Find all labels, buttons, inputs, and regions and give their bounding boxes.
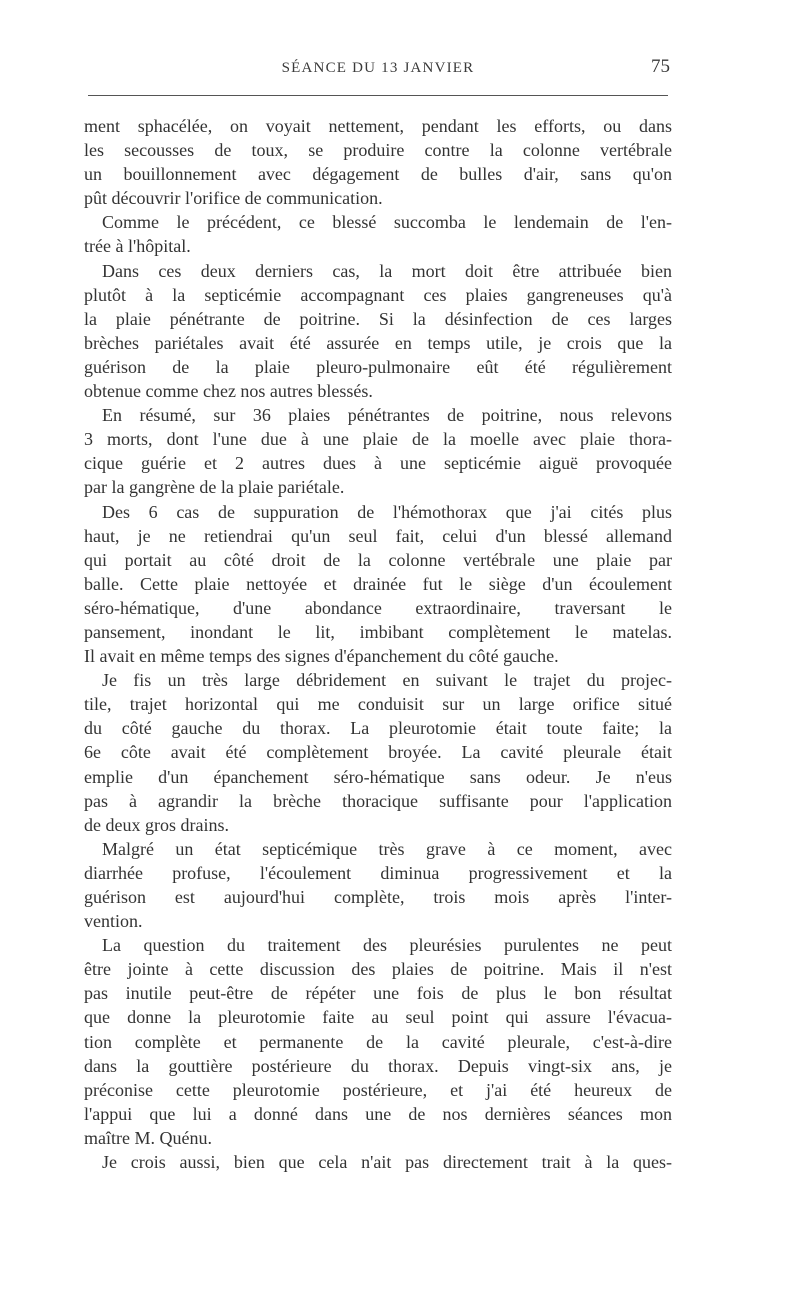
text-line: un bouillonnement avec dégagement de bulles d'air, sans qu'on xyxy=(84,164,672,185)
text-line: que donne la pleurotomie faite au seul point qui assure l'évacua- xyxy=(84,1007,672,1028)
text-line: vention. xyxy=(84,911,143,932)
text-line: balle. Cette plaie nettoyée et drainée fut le siège d'un écoulement xyxy=(84,573,672,594)
text-line: guérison de la plaie pleuro-pulmonaire eût été régulièrement xyxy=(84,356,672,377)
text-line: obtenue comme chez nos autres blessés. xyxy=(84,381,373,402)
text-line: pansement, inondant le lit, imbibant complètement le matelas. xyxy=(84,621,672,642)
text-line: brèches pariétales avait été assurée en temps utile, je crois que la xyxy=(84,332,672,353)
paragraph-start: La question du traitement des pleurésies purulentes ne peut xyxy=(102,935,672,956)
text-line: ment sphacélée, on voyait nettement, pendant les efforts, ou dans xyxy=(84,116,672,136)
text-line: maître M. Quénu. xyxy=(84,1127,212,1148)
text-line: qui portait au côté droit de la colonne vertébrale une plaie par xyxy=(84,549,672,570)
running-head xyxy=(86,56,670,86)
text-line: guérison est aujourd'hui complète, trois mois après l'inter- xyxy=(84,887,672,907)
text-line: pas inutile peut-être de répéter une fois de plus le bon résultat xyxy=(84,983,672,1004)
text-line: séro-hématique, d'une abondance extraordinaire, traversant le xyxy=(84,597,672,618)
text-line: tile, trajet horizontal qui me conduisit sur un large orifice situé xyxy=(84,694,672,715)
paragraph-start: Je fis un très large débridement en suivant le trajet du projec- xyxy=(102,670,672,691)
text-line: 6e côte avait été complètement broyée. La cavité pleurale était xyxy=(84,742,672,763)
text-line: préconise cette pleurotomie postérieure, et j'ai été heureux de xyxy=(84,1079,672,1100)
text-line: haut, je ne retiendrai qu'un seul fait, celui d'un blessé allemand xyxy=(84,525,672,546)
text-line: être jointe à cette discussion des plaies de poitrine. Mais il n'est xyxy=(84,959,672,980)
text-line: 3 morts, dont l'une due à une plaie de la moelle avec plaie thora- xyxy=(84,429,672,450)
text-line: trée à l'hôpital. xyxy=(84,236,191,257)
text-line: cique guérie et 2 autres dues à une septicémie aiguë provoquée xyxy=(84,453,672,474)
text-line: les secousses de toux, se produire contre la colonne vertébrale xyxy=(84,140,672,161)
paragraph-start: Dans ces deux derniers cas, la mort doit être attribuée bien xyxy=(102,260,672,281)
text-line: plutôt à la septicémie accompagnant ces plaies gangreneuses qu'à xyxy=(84,284,672,305)
paragraph-start: En résumé, sur 36 plaies pénétrantes de poitrine, nous relevons xyxy=(102,405,672,426)
header-rule xyxy=(88,95,668,96)
text-line: pas à agrandir la brèche thoracique suffisante pour l'application xyxy=(84,790,672,811)
text-line: Il avait en même temps des signes d'épanchement du côté gauche. xyxy=(84,646,559,667)
text-line: pût découvrir l'orifice de communication. xyxy=(84,188,383,209)
running-title: SÉANCE DU 13 JANVIER xyxy=(281,60,475,76)
paragraph-start: Des 6 cas de suppuration de l'hémothorax que j'ai cités plus xyxy=(102,501,672,522)
text-line: la plaie pénétrante de poitrine. Si la désinfection de ces larges xyxy=(84,308,672,329)
text-line: dans la gouttière postérieure du thorax. Depuis vingt-six ans, je xyxy=(84,1055,672,1076)
text-line: du côté gauche du thorax. La pleurotomie était toute faite; la xyxy=(84,718,672,739)
paragraph-start: Malgré un état septicémique très grave à ce moment, avec xyxy=(102,838,672,859)
text-line: l'appui que lui a donné dans une de nos dernières séances mon xyxy=(84,1103,672,1124)
body-text xyxy=(84,114,672,1174)
text-line: emplie d'un épanchement séro-hématique sans odeur. Je n'eus xyxy=(84,766,672,787)
text-line: tion complète et permanente de la cavité pleurale, c'est-à-dire xyxy=(84,1031,672,1052)
text-line: de deux gros drains. xyxy=(84,814,229,835)
paragraph-start: Comme le précédent, ce blessé succomba le lendemain de l'en- xyxy=(102,212,672,233)
paragraph-start: Je crois aussi, bien que cela n'ait pas directement trait à la ques- xyxy=(102,1152,672,1173)
text-line: par la gangrène de la plaie pariétale. xyxy=(84,477,345,498)
text-line: diarrhée profuse, l'écoulement diminua progressivement et la xyxy=(84,862,672,883)
page-number: 75 xyxy=(651,56,670,77)
